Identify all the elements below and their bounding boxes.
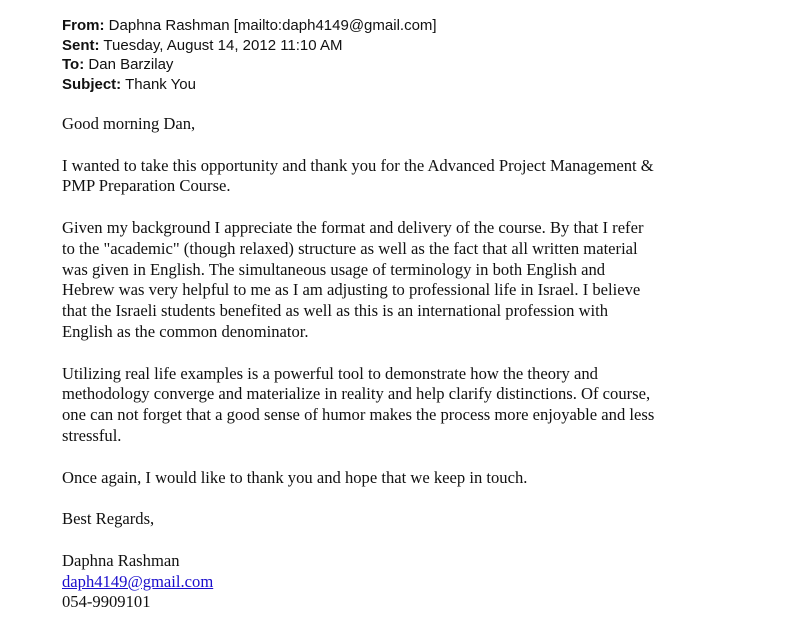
paragraph-line: was given in English. The simultaneous usage of terminology in both English and [62, 259, 606, 279]
paragraph-line: Hebrew was very helpful to me as I am adjusting to professional life in Israel. I believe [62, 280, 641, 300]
to-label: To: [62, 56, 85, 73]
paragraph-examples [62, 364, 762, 447]
email-header [62, 16, 762, 94]
subject-label: Subject: [62, 75, 122, 93]
paragraph-line: PMP Preparation Course. [62, 176, 231, 196]
from-row [62, 16, 762, 36]
closing-salutation: Best Regards, [62, 509, 155, 529]
signature-email-link[interactable]: daph4149@gmail.com [62, 571, 214, 591]
subject-row [62, 75, 762, 95]
paragraph-line: Utilizing real life examples is a powerful tool to demonstrate how the theory and [62, 363, 598, 383]
signature-block [62, 551, 762, 613]
to-value: Dan Barzilay [88, 56, 174, 73]
email-body [62, 114, 762, 613]
paragraph-thanks [62, 156, 762, 198]
paragraph-closing-thanks: Once again, I would like to thank you and hope that we keep in touch. [62, 467, 528, 487]
sent-label: Sent: [62, 36, 100, 54]
paragraph-line: stressful. [62, 425, 122, 445]
sent-value: Tuesday, August 14, 2012 11:10 AM [103, 36, 343, 54]
signature-phone: 054-9909101 [62, 592, 151, 612]
email-message [62, 16, 762, 613]
from-label: From: [62, 17, 105, 34]
paragraph-line: methodology converge and materialize in reality and help clarify distinctions. Of course, [62, 384, 651, 404]
to-row [62, 55, 762, 75]
paragraph-line: I wanted to take this opportunity and thank you for the Advanced Project Management & [62, 155, 654, 175]
from-value: Daphna Rashman [mailto:daph4149@gmail.com] [108, 17, 437, 34]
sent-row [62, 36, 762, 56]
greeting: Good morning Dan, [62, 114, 196, 133]
subject-value: Thank You [125, 75, 196, 93]
paragraph-background [62, 218, 762, 343]
signature-name: Daphna Rashman [62, 550, 180, 570]
paragraph-line: that the Israeli students benefited as well as this is an international profession with [62, 301, 609, 321]
paragraph-line: to the "academic" (though relaxed) structure as well as the fact that all written material [62, 238, 638, 258]
paragraph-line: one can not forget that a good sense of humor makes the process more enjoyable and less [62, 405, 655, 425]
paragraph-line: Given my background I appreciate the format and delivery of the course. By that I refer [62, 217, 644, 237]
paragraph-line: English as the common denominator. [62, 321, 309, 341]
